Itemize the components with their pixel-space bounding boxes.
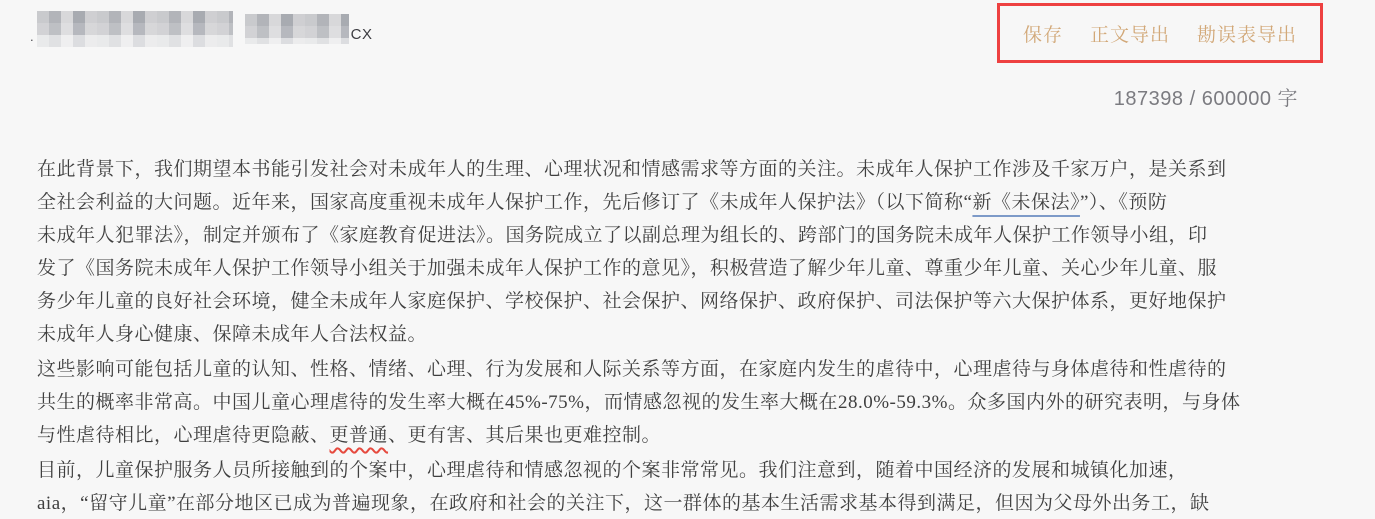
toolbar-highlight-box: [997, 3, 1323, 63]
word-count: 187398 / 600000 字: [1113, 88, 1298, 110]
text-segment: 务少年儿童的良好社会环境，健全未成年人家庭保护、学校保护、社会保护、网络保护、政府保护、司法保护等六大保护体系，更好地保护: [37, 291, 1227, 312]
paragraph: [37, 153, 1345, 351]
paragraph: [37, 353, 1345, 452]
redacted-title-block-1: [37, 11, 233, 47]
annotated-text-blue-underline: 新《未保法》: [972, 192, 1080, 213]
annotated-text-red-wavy: 更普通: [329, 425, 389, 446]
text-segment: 未成年人犯罪法》，制定并颁布了《家庭教育促进法》。国务院成立了以副总理为组长的、跨部门的国务院未成年人保护工作领导小组，印: [37, 225, 1208, 246]
text-line: [37, 487, 1345, 519]
text-line: [37, 153, 1345, 186]
title-leading-dot: .: [30, 29, 34, 44]
redacted-title-block-2: [245, 14, 349, 44]
text-line: [37, 285, 1345, 318]
text-line: [37, 353, 1345, 386]
text-line: [37, 454, 1345, 487]
text-line: [37, 252, 1345, 285]
title-visible-suffix: CX: [350, 26, 373, 43]
document-body[interactable]: [37, 153, 1345, 519]
text-line: [37, 219, 1345, 252]
text-segment: 在此背景下，我们期望本书能引发社会对未成年人的生理、心理状况和情感需求等方面的关注。未成年人保护工作涉及千家万户，是关系到: [37, 159, 1227, 180]
export-errata-button[interactable]: 勘误表导出: [1197, 20, 1297, 47]
text-segment: 、更有害、其后果也更难控制。: [388, 425, 662, 446]
paragraph: [37, 454, 1345, 519]
text-segment: 目前，儿童保护服务人员所接触到的个案中，心理虐待和情感忽视的个案非常常见。我们注意到，随着中国经济的发展和城镇化加速，: [37, 460, 1188, 481]
export-body-button[interactable]: 正文导出: [1090, 20, 1170, 47]
text-segment: aia，“留守儿童”在部分地区已成为普遍现象，在政府和社会的关注下，这一群体的基本生活需求基本得到满足，但因为父母外出务工，缺: [37, 493, 1210, 514]
save-button[interactable]: 保存: [1023, 20, 1063, 47]
text-line: [37, 186, 1345, 219]
text-segment: 全社会利益的大问题。近年来，国家高度重视未成年人保护工作，先后修订了《未成年人保护法》（以下简称“: [37, 192, 973, 213]
text-segment: 这些影响可能包括儿童的认知、性格、情绪、心理、行为发展和人际关系等方面，在家庭内发生的虐待中，心理虐待与身体虐待和性虐待的: [37, 359, 1227, 380]
text-line: [37, 318, 1345, 351]
text-segment: ”）、《预防: [1079, 192, 1168, 213]
text-line: [37, 386, 1345, 419]
text-segment: 与性虐待相比，心理虐待更隐蔽、: [37, 425, 330, 446]
text-line: [37, 419, 1345, 452]
document-title: [30, 8, 372, 50]
text-segment: 未成年人身心健康、保障未成年人合法权益。: [37, 324, 428, 345]
text-segment: 发了《国务院未成年人保护工作领导小组关于加强未成年人保护工作的意见》，积极营造了解少年儿童、尊重少年儿童、关心少年儿童、服: [37, 258, 1218, 279]
text-segment: 共生的概率非常高。中国儿童心理虐待的发生率大概在45%-75%，而情感忽视的发生率大概在28.0%-59.3%。众多国内外的研究表明，与身体: [37, 392, 1241, 413]
